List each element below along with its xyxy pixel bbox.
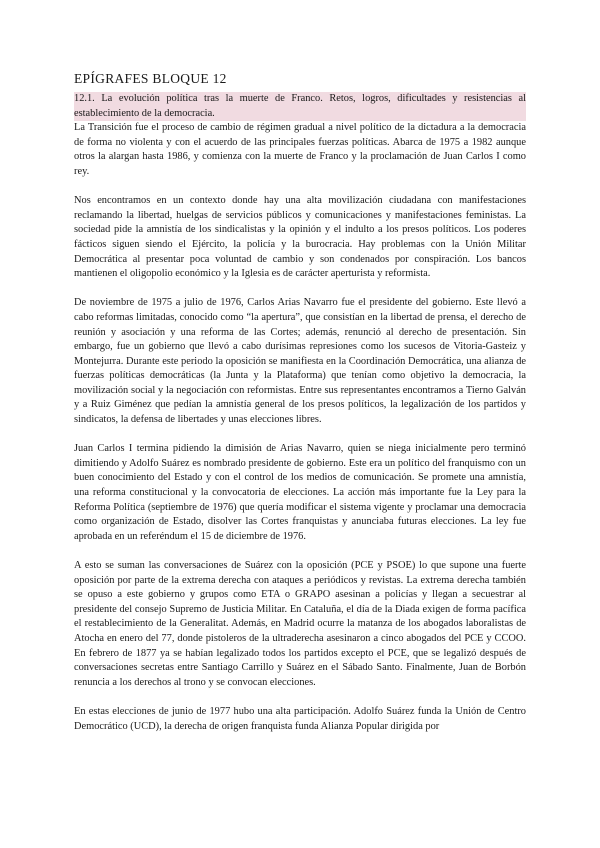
section-heading-highlighted: 12.1. La evolución política tras la muerte de Franco. Retos, logros, dificultades y resistencias al establecimiento de la democracia.	[74, 92, 526, 121]
document-title: EPÍGRAFES BLOQUE 12	[74, 71, 227, 86]
paragraph-spacer	[74, 690, 526, 705]
paragraph-spacer	[74, 544, 526, 559]
paragraph-transicion-intro: La Transición fue el proceso de cambio de régimen gradual a nivel político de la dictadura a la democracia de forma no violenta y con el acuerdo de las principales fuerzas políticas. Abarca de 1975 a 1982 aunque otros la alargan hasta 1986, y comienza con la muerte de Franco y la proclamación de Juan Carlos I como rey.	[74, 122, 526, 177]
document-page	[74, 70, 526, 734]
paragraph-spacer	[74, 428, 526, 443]
paragraph-contexto: Nos encontramos en un contexto donde hay una alta movilización ciudadana con manifestaciones reclamando la libertad, huelgas de servicios públicos y comunicaciones y manifestaciones feministas. La sociedad pide la amnistía de los sindicalistas y la opinión y el indulto a los presos políticos. Los poderes fácticos siguen siendo el Ejército, la policía y la burocracia. Hay problemas con la Unión Militar Democrática al presentar poca voluntad de cambio y son condenados por conspiración. Los bancos mantienen el oligopolio económico y la Iglesia es de carácter aperturista y reformista.	[74, 195, 526, 280]
paragraph-elecciones-1977: En estas elecciones de junio de 1977 hubo una alta participación. Adolfo Suárez funda la Unión de Centro Democrático (UCD), la derecha de origen franquista funda Alianza Popular dirigida por	[74, 705, 526, 732]
paragraph-oposicion: A esto se suman las conversaciones de Suárez con la oposición (PCE y PSOE) lo que supone una fuerte oposición por parte de la extrema derecha con ataques a periódicos y revistas. La extrema derecha también se opuso a este gobierno y grupos como ETA o GRAPO asesinan a policías y llegan a secuestrar al presidente del consejo Supremo de Justicia Militar. En Cataluña, el día de la Diada exigen de forma pacífica el restablecimiento de la Generalitat. Además, en Madrid ocurre la matanza de los abogados laboralistas de Atocha en enero del 77, donde pistoleros de la ultraderecha asesinaron a cinco abogados del PCE y CCOO. En febrero de 1877 ya se habían legalizado todos los partidos excepto el PCE, que se legalizó después de conversaciones secretas entre Santiago Carrillo y Suárez en el Sábado Santo. Finalmente, Juan de Borbón renuncia a los derechos al trono y se convocan elecciones.	[74, 560, 526, 688]
paragraph-spacer	[74, 180, 526, 195]
paragraph-arias-navarro: De noviembre de 1975 a julio de 1976, Carlos Arias Navarro fue el presidente del gobierno. Este llevó a cabo reformas limitadas, conocido como “la apertura”, que consistían en la libertad de prensa, el derecho de reunión y asociación y una reforma de las Cortes; además, renunció al derecho de presentación. Sin embargo, fue un gobierno que llevó a cabo durísimas represiones como los sucesos de Vitoria-Gasteiz y Montejurra. Durante este periodo la oposición se manifiesta en la Coordinación Democrática, una alianza de fuerzas políticas democráticas (la Junta y la Plataforma) que tenían como objetivo la democracia, la movilización social y la negociación con reformistas. Entre sus representantes encontramos a Tierno Galván y a Ruiz Giménez que pedían la amnistía general de los presos políticos, la legalización de los partidos y sindicatos, la defensa de libertades y unas elecciones libres.	[74, 297, 526, 426]
paragraph-adolfo-suarez: Juan Carlos I termina pidiendo la dimisión de Arias Navarro, quien se niega inicialmente pero terminó dimitiendo y Adolfo Suárez es nombrado presidente de gobierno. Este era un político del franquismo con un buen conocimiento del Estado y con el control de los medios de comunicación. Se promete una amnistía, una reforma constitucional y la convocatoria de elecciones. La acción más importante fue la Ley para la Reforma Política (septiembre de 1976) que quería modificar el sistema vigente y proclamar una democracia como organización de Estado, disolver las Cortes franquistas y anunciaba futuras elecciones. La ley fue aprobada en un referéndum el 15 de diciembre de 1976.	[74, 443, 526, 542]
paragraph-spacer	[74, 282, 526, 297]
